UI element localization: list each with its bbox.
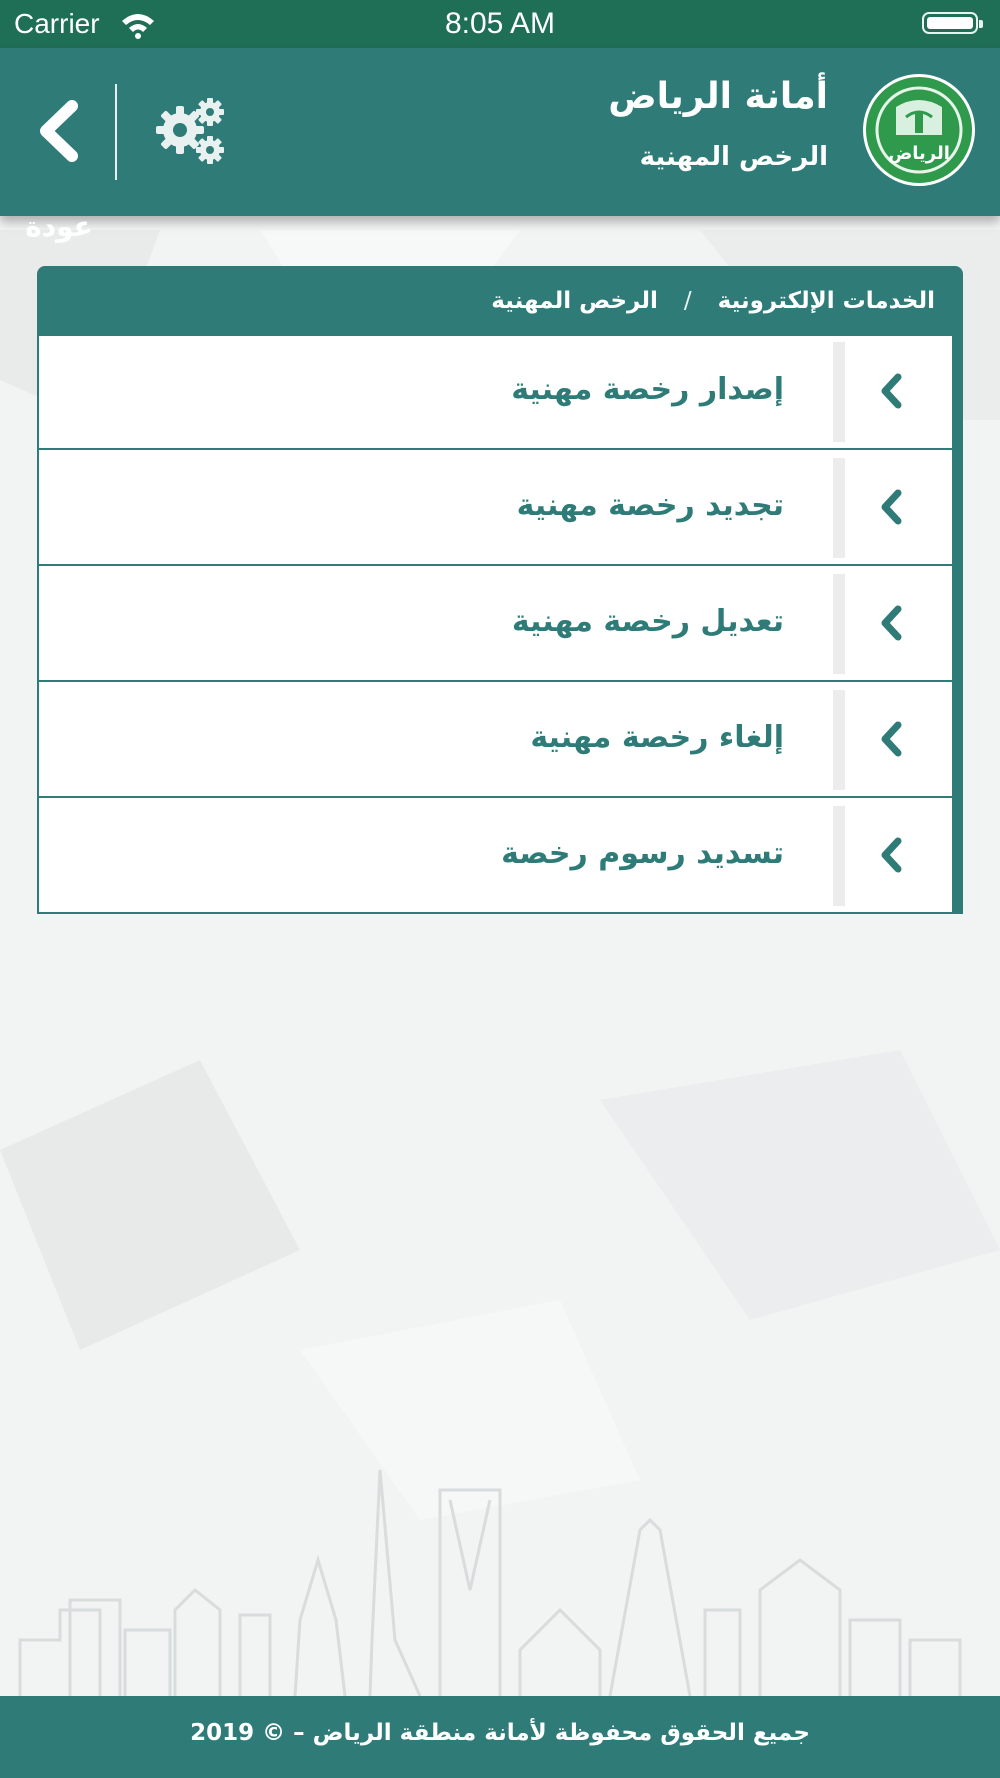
- riyadh-municipality-logo: [863, 74, 975, 186]
- logo-emblem: [866, 77, 972, 183]
- chevron-left-icon: [878, 372, 904, 410]
- chevron-left-icon: [32, 100, 84, 162]
- menu-item-label: إلغاء رخصة مهنية: [530, 720, 784, 755]
- status-bar: [0, 0, 1000, 48]
- menu-item-renew-license[interactable]: [39, 452, 952, 566]
- app-header: [0, 48, 1000, 243]
- menu-item-label: تجديد رخصة مهنية: [516, 488, 784, 523]
- breadcrumb-root[interactable]: الخدمات الإلكترونية: [717, 288, 935, 314]
- clock: 8:05 AM: [444, 7, 556, 40]
- copyright-text: جميع الحقوق محفوظة لأمانة منطقة الرياض – © 2019: [190, 1720, 810, 1746]
- chevron-left-icon: [878, 604, 904, 642]
- page-title: أمانة الرياض: [608, 76, 828, 117]
- header-divider: [115, 84, 117, 180]
- page-subtitle: الرخص المهنية: [639, 142, 828, 172]
- battery-icon: [922, 12, 978, 34]
- breadcrumb-separator: /: [683, 288, 692, 314]
- skyline-silhouette: [20, 1470, 960, 1696]
- chevron-left-icon: [878, 720, 904, 758]
- menu-item-label: تسديد رسوم رخصة: [501, 836, 784, 871]
- breadcrumb: [37, 288, 935, 314]
- menu-item-divider: [833, 574, 845, 674]
- menu-item-issue-license[interactable]: [39, 336, 952, 450]
- menu-item-label: تعديل رخصة مهنية: [511, 604, 784, 639]
- license-services-list: [37, 336, 952, 914]
- menu-item-divider: [833, 342, 845, 442]
- menu-item-divider: [833, 806, 845, 906]
- menu-item-modify-license[interactable]: [39, 568, 952, 682]
- menu-item-divider: [833, 458, 845, 558]
- chevron-left-icon: [878, 836, 904, 874]
- back-button[interactable]: [14, 100, 104, 243]
- services-card: [37, 266, 963, 914]
- logo-text: الرياض: [888, 143, 950, 164]
- menu-item-pay-license-fees[interactable]: [39, 800, 952, 914]
- menu-item-divider: [833, 690, 845, 790]
- carrier-label: Carrier: [14, 8, 100, 39]
- back-label: عودة: [25, 210, 93, 243]
- gear-icon[interactable]: [150, 92, 230, 172]
- menu-item-label: إصدار رخصة مهنية: [511, 372, 784, 407]
- menu-item-cancel-license[interactable]: [39, 684, 952, 798]
- chevron-left-icon: [878, 488, 904, 526]
- breadcrumb-current: الرخص المهنية: [491, 288, 658, 314]
- footer: [0, 1696, 1000, 1778]
